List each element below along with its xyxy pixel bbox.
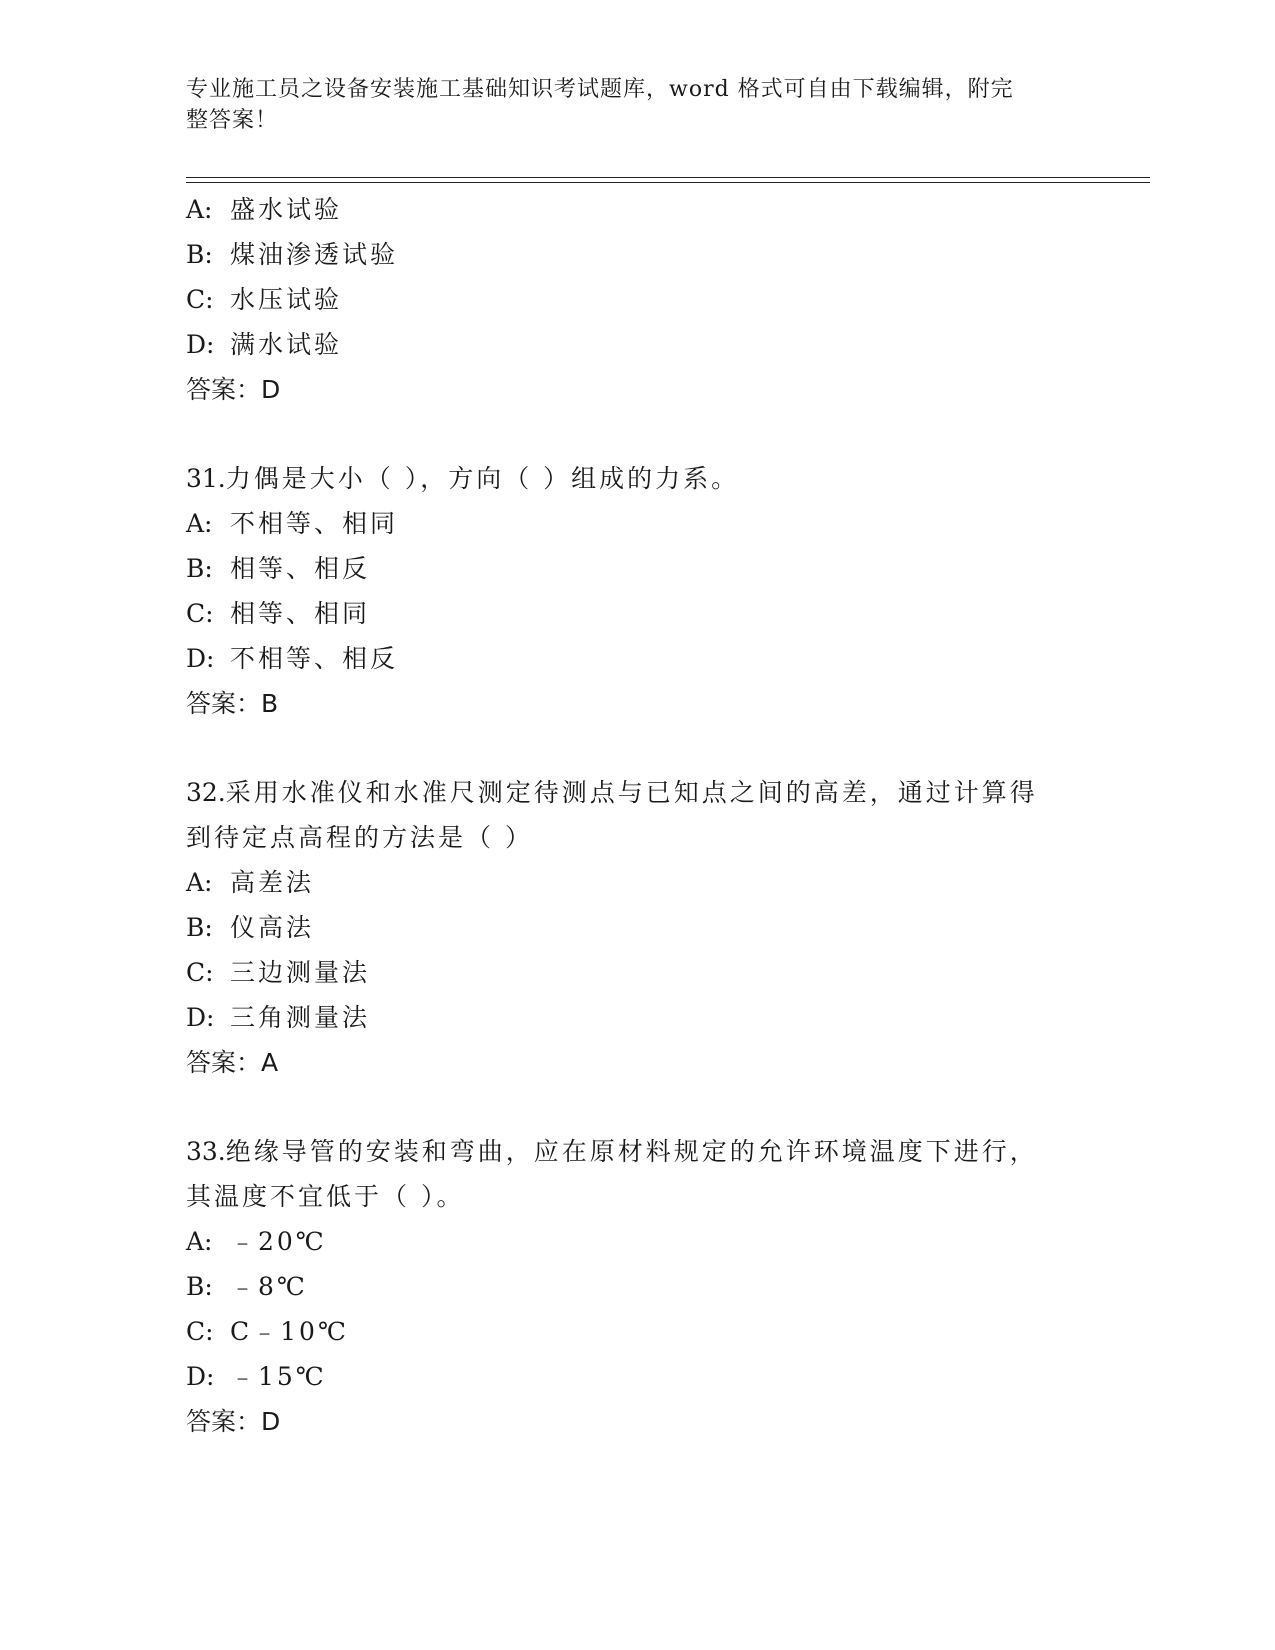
q32-option-b — [186, 913, 314, 943]
option-key: B: — [186, 913, 213, 942]
option-text: 煤油渗透试验 — [230, 240, 399, 269]
q31-option-c — [186, 599, 370, 629]
question-number: 31. — [186, 464, 226, 493]
question-text: 力偶是大小（ ），方向（ ）组成的力系。 — [225, 464, 740, 493]
q33-stem-line-2: 其温度不宜低于（ ）。 — [186, 1182, 465, 1211]
option-key: D: — [186, 330, 215, 359]
header-line-2: 整答案！ — [186, 108, 279, 133]
option-text: 相等、相反 — [230, 554, 371, 583]
header-rule-bottom — [186, 182, 1150, 183]
q32-stem-line-2: 到待定点高程的方法是（ ） — [186, 823, 533, 852]
q31-option-b — [186, 554, 370, 584]
option-text: 满水试验 — [230, 330, 343, 359]
option-key: A: — [186, 868, 213, 897]
option-text: 不相等、相反 — [230, 644, 399, 673]
option-key: D: — [186, 644, 215, 673]
option-key: A: — [186, 509, 213, 538]
q32-option-a — [186, 868, 314, 898]
q33-option-a — [186, 1227, 327, 1257]
option-text: 相等、相同 — [230, 599, 371, 628]
q33-option-c — [186, 1317, 349, 1347]
q31-answer: 答案：B — [186, 689, 279, 718]
option-key: C: — [186, 285, 214, 314]
option-text: 三角测量法 — [230, 1003, 371, 1032]
option-text: ﹣8℃ — [230, 1272, 308, 1301]
option-text: 不相等、相同 — [230, 509, 399, 538]
q32-option-c — [186, 958, 370, 988]
option-key: C: — [186, 599, 214, 628]
option-key: B: — [186, 554, 213, 583]
option-key: A: — [186, 1227, 213, 1256]
q30-option-a — [186, 195, 342, 225]
document-header — [186, 74, 1086, 136]
option-key: C: — [186, 958, 214, 987]
q33-option-b — [186, 1272, 308, 1302]
q30-option-c — [186, 285, 342, 315]
q32-answer: 答案：A — [186, 1048, 279, 1077]
option-text: ﹣15℃ — [230, 1362, 327, 1391]
option-key: C: — [186, 1317, 214, 1346]
q33-option-d — [186, 1362, 327, 1392]
option-key: B: — [186, 1272, 213, 1301]
question-number: 33. — [186, 1137, 226, 1166]
option-text: C﹣10℃ — [230, 1317, 349, 1346]
question-text: 绝缘导管的安装和弯曲，应在原材料规定的允许环境温度下进行， — [225, 1137, 1038, 1166]
header-rule-top — [186, 177, 1150, 178]
option-key: D: — [186, 1003, 215, 1032]
option-text: ﹣20℃ — [230, 1227, 327, 1256]
q31-option-d — [186, 644, 398, 674]
q33-stem-line-1 — [186, 1137, 1038, 1167]
q31-stem — [186, 464, 739, 494]
option-key: D: — [186, 1362, 215, 1391]
question-number: 32. — [186, 778, 226, 807]
q30-option-d — [186, 330, 342, 360]
question-text: 采用水准仪和水准尺测定待测点与已知点之间的高差，通过计算得 — [225, 778, 1038, 807]
header-line-1: 专业施工员之设备安装施工基础知识考试题库，word 格式可自由下载编辑，附完 — [186, 77, 1014, 102]
option-text: 三边测量法 — [230, 958, 371, 987]
option-key: B: — [186, 240, 213, 269]
q30-answer: 答案：D — [186, 375, 281, 404]
q30-option-b — [186, 240, 398, 270]
option-text: 水压试验 — [230, 285, 343, 314]
q32-stem-line-1 — [186, 778, 1038, 808]
option-key: A: — [186, 195, 213, 224]
option-text: 仪高法 — [230, 913, 315, 942]
q33-answer: 答案：D — [186, 1407, 281, 1436]
q32-option-d — [186, 1003, 370, 1033]
option-text: 盛水试验 — [230, 195, 343, 224]
q31-option-a — [186, 509, 398, 539]
option-text: 高差法 — [230, 868, 315, 897]
